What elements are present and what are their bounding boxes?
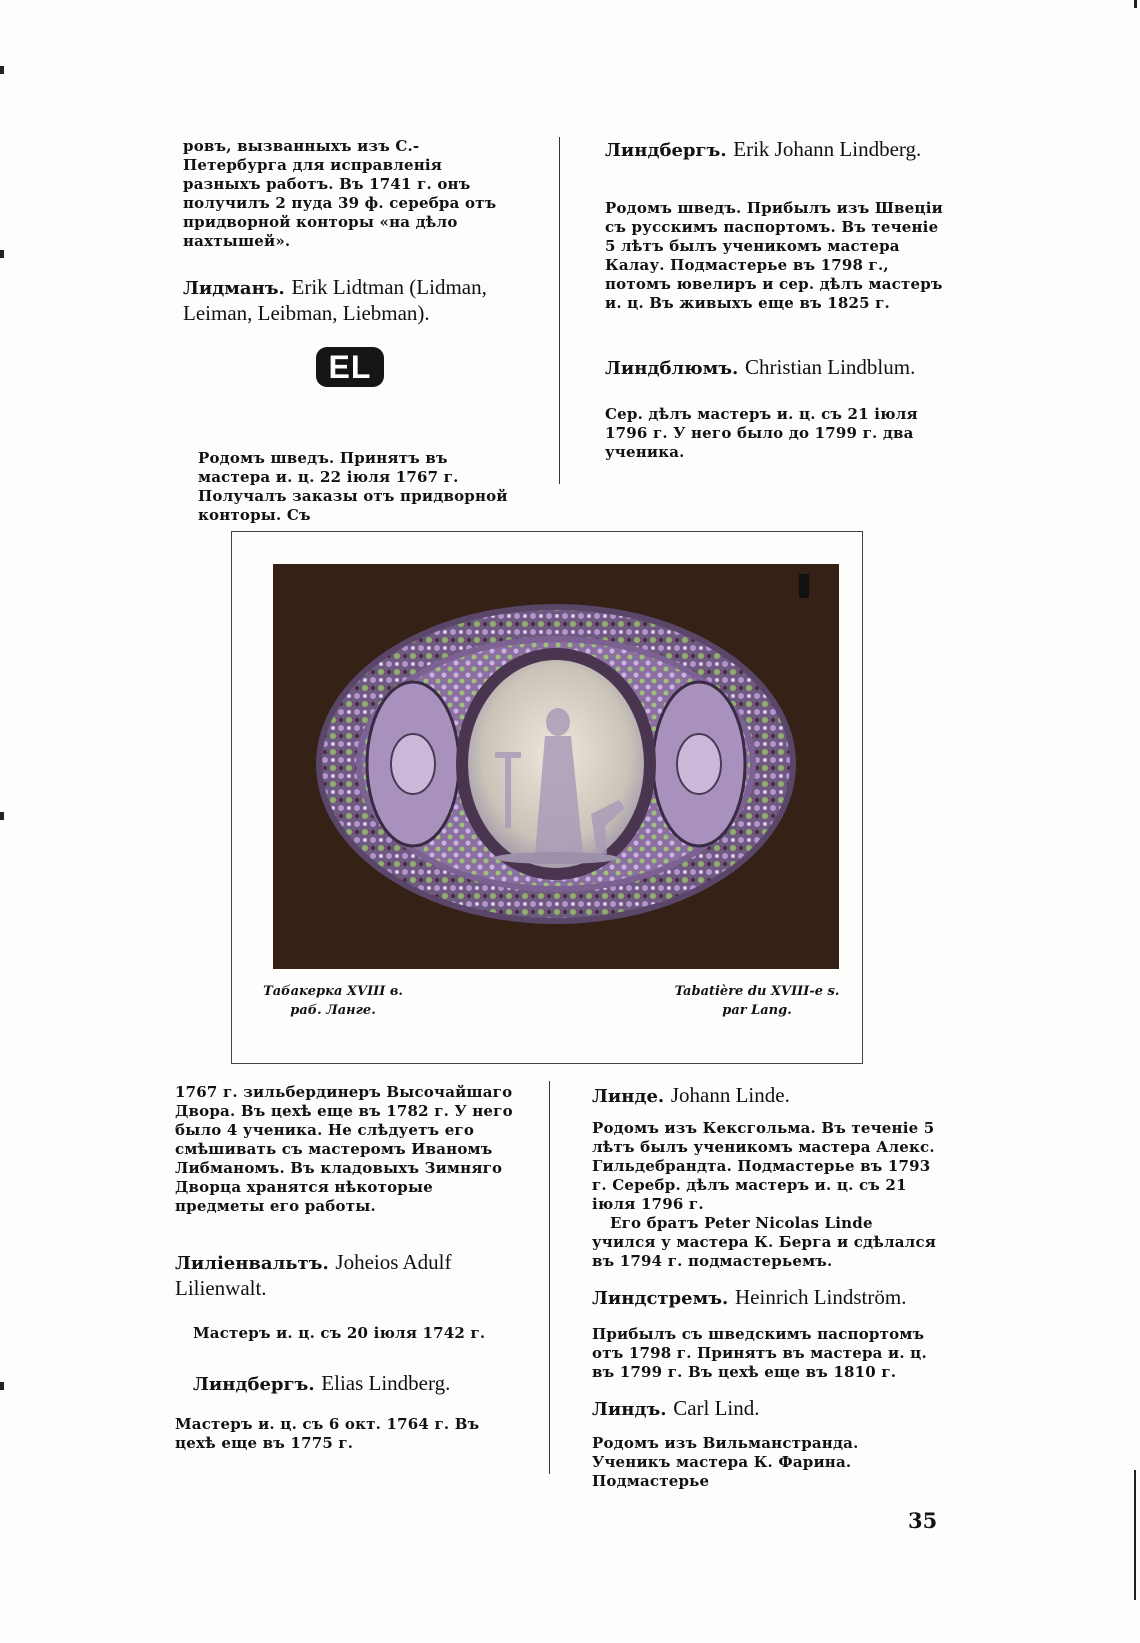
right-top-column [605, 137, 945, 462]
column-divider-top [559, 137, 560, 484]
entry-heading-lindblum [605, 355, 945, 381]
entry-text: Сер. дѣлъ мастеръ и. ц. съ 21 іюля 1796 г. У него было до 1799 г. два ученика. [605, 405, 918, 461]
entry-heading-lindberg-elias [175, 1371, 513, 1397]
entry-name-ru: Лидманъ. [183, 278, 285, 299]
snuffbox-photo [273, 564, 839, 969]
entry-heading-lind [592, 1396, 938, 1422]
margin-mark [0, 66, 4, 74]
caption-fr-line2: par Lang. [722, 1003, 792, 1018]
entry-text: Родомъ шведъ. Принятъ въ мастера и. ц. 22 іюля 1767 г. Получалъ заказы отъ придворной конторы. Съ [198, 449, 508, 524]
entry-name-ru: Лиліенвальтъ. [175, 1253, 329, 1274]
entry-name-lat: Erik Johann Lindberg. [733, 137, 922, 161]
caption-ru-line2: раб. Ланге. [290, 1003, 376, 1018]
page-edge [1134, 0, 1137, 8]
entry-text-brother: Его братъ Peter Nicolas Linde учился у мастера К. Берга и сдѣлался въ 1794 г. подмастерьемъ. [592, 1214, 937, 1270]
left-bottom-column [175, 1083, 513, 1453]
caption-ru [248, 982, 418, 1020]
left-top-column [183, 137, 523, 325]
continuation-text: 1767 г. зильбердинеръ Высочайшаго Двора. Въ цехѣ еще въ 1782 г. У него было 4 ученика. Не слѣдуетъ его смѣшивать съ мастеромъ Иваномъ Либманомъ. Въ кладовыхъ Зимняго Дворца хранятся нѣкоторые предметы его работы. [175, 1083, 513, 1215]
entry-heading-lilienwalt [175, 1250, 513, 1300]
margin-mark [0, 1382, 4, 1390]
entry-text: Мастеръ и. ц. съ 20 іюля 1742 г. [193, 1324, 486, 1342]
caption-fr-line1: Tabatière du XVIII-e s. [674, 984, 840, 999]
left-top-entry-text [198, 449, 524, 525]
margin-mark [0, 250, 4, 258]
entry-name-lat: Erik Lidtman (Lidman, Leiman, Leibman, Liebman). [183, 275, 487, 325]
entry-text: Прибылъ съ шведскимъ паспортомъ отъ 1798 г. Принятъ въ мастера и. ц. въ 1799 г. Въ цехѣ еще въ 1810 г. [592, 1325, 927, 1381]
page-edge [1134, 1470, 1136, 1600]
snuffbox-image [273, 564, 839, 969]
entry-name-lat: Heinrich Lindström. [735, 1285, 907, 1309]
entry-heading-linde [592, 1083, 938, 1109]
entry-text: Мастеръ и. ц. съ 6 окт. 1764 г. Въ цехѣ еще въ 1775 г. [175, 1415, 480, 1452]
entry-name-ru: Линдбергъ. [605, 140, 727, 161]
entry-text: Родомъ изъ Вильманстранда. Ученикъ мастера К. Фарина. Подмастерье [592, 1434, 859, 1490]
entry-text: Родомъ шведъ. Прибылъ изъ Швеціи съ русскимъ паспортомъ. Въ теченіе 5 лѣтъ былъ ученикомъ мастера Калау. Подмастерье въ 1798 г., потомъ ювелиръ и сер. дѣлъ мастеръ и. ц. Въ живыхъ еще въ 1825 г. [605, 199, 943, 312]
entry-name-ru: Линде. [592, 1086, 665, 1107]
hallmark-el: EL [316, 347, 384, 387]
entry-name-ru: Линдбергъ. [193, 1374, 315, 1395]
continuation-text: ровъ, вызванныхъ изъ С.-Петербурга для исправленія разныхъ работъ. Въ 1741 г. онъ получилъ 2 пуда 39 ф. серебра отъ придворной конторы «на дѣло нахтышей». [183, 137, 497, 250]
entry-text: Родомъ изъ Кексгольма. Въ теченіе 5 лѣтъ былъ ученикомъ мастера Алекс. Гильдебрандта. Подмастерье въ 1793 г. Серебр. дѣлъ мастеръ и. ц. съ 21 іюля 1796 г. [592, 1119, 935, 1213]
column-divider-bottom [549, 1081, 550, 1474]
entry-heading-lindstrom [592, 1285, 938, 1311]
entry-name-ru: Линдстремъ. [592, 1288, 729, 1309]
entry-heading-lidman [183, 275, 523, 325]
entry-name-lat: Johann Linde. [670, 1083, 790, 1107]
caption-ru-line1: Табакерка XVIII в. [263, 984, 403, 999]
entry-heading-lindberg-erik [605, 137, 945, 163]
entry-name-lat: Elias Lindberg. [321, 1371, 451, 1395]
caption-fr [662, 982, 852, 1020]
entry-name-ru: Линдъ. [592, 1399, 667, 1420]
margin-mark [0, 812, 4, 820]
entry-name-lat: Christian Lindblum. [745, 355, 916, 379]
page-number: 35 [908, 1508, 938, 1533]
right-bottom-column [592, 1083, 938, 1491]
entry-name-lat: Joheios Adulf Lilienwalt. [175, 1250, 452, 1300]
entry-name-ru: Линдблюмъ. [605, 358, 739, 379]
entry-name-lat: Carl Lind. [673, 1396, 760, 1420]
